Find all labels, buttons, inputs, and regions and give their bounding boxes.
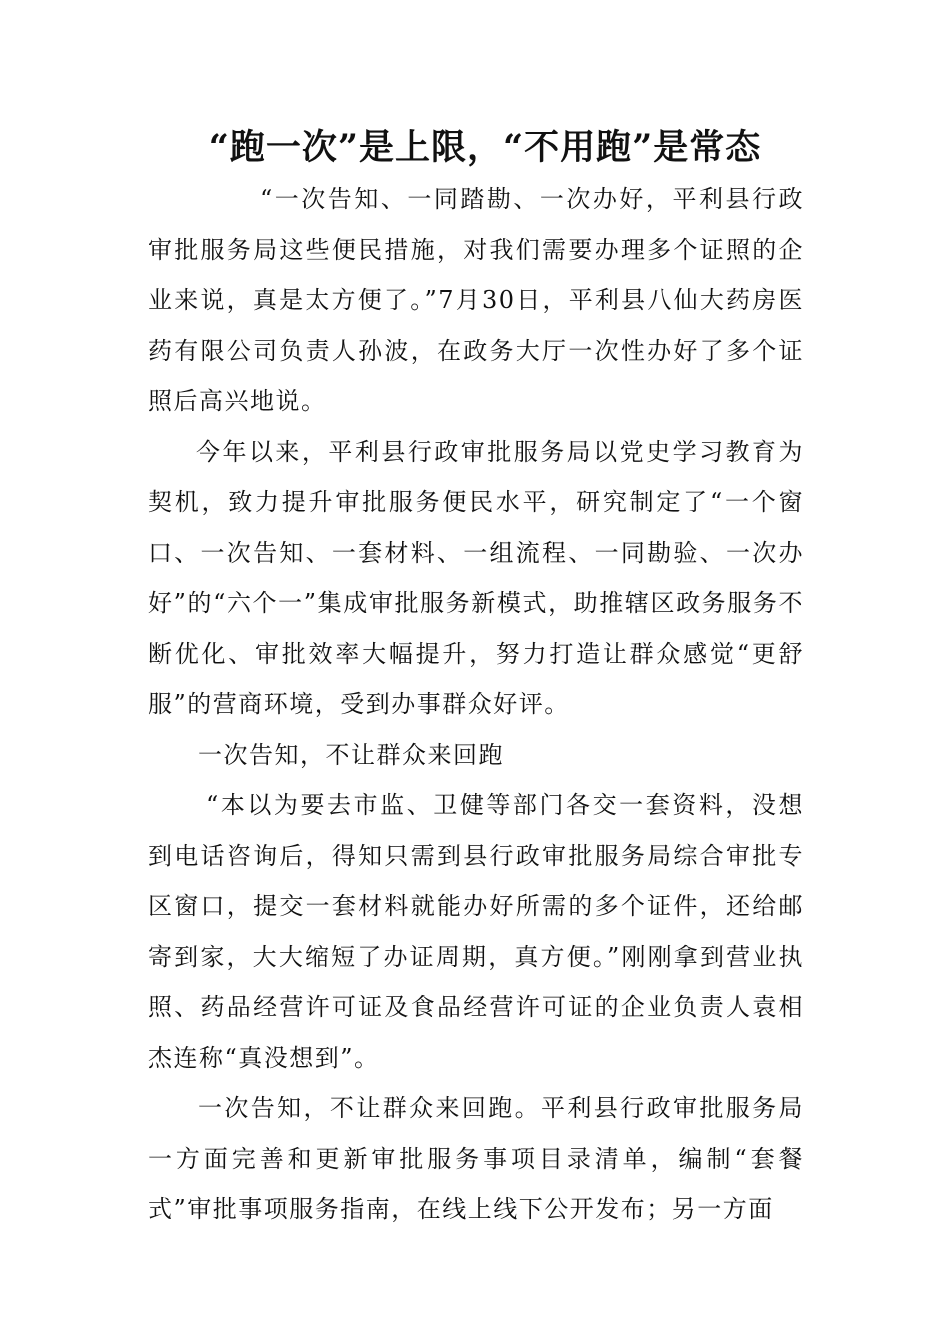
paragraph-testimonial: “本以为要去市监、卫健等部门各交一套资料，没想到电话咨询后，得知只需到县行政审批服务局综合审批专区窗口，提交一套材料就能办好所需的多个证件，还给邮寄到家，大大缩短了办证周期，真方便。”刚刚拿到营业执照、药品经营许可证及食品经营许可证的企业负责人袁相杰连称“真没想到”。 (148, 791, 804, 1072)
paragraph-intro-quote: “一次告知、一同踏勘、一次办好，平利县行政审批服务局这些便民措施，对我们需要办理多个证照的企业来说，真是太方便了。”7月30日，平利县八仙大药房医药有限公司负责人孙波，在政务大厅一次性办好了多个证照后高兴地说。 (148, 185, 804, 415)
document-body (148, 174, 804, 1235)
document-title: “跑一次”是上限，“不用跑”是常态 (208, 127, 762, 168)
paragraph-measures: 一次告知，不让群众来回跑。平利县行政审批服务局一方面完善和更新审批服务事项目录清单，编制“套餐式”审批事项服务指南，在线上线下公开发布；另一方面 (148, 1094, 804, 1223)
section-subheading: 一次告知，不让群众来回跑 (198, 740, 504, 769)
paragraph-overview: 今年以来，平利县行政审批服务局以党史学习教育为契机，致力提升审批服务便民水平，研究制定了“一个窗口、一次告知、一套材料、一组流程、一同勘验、一次办好”的“六个一”集成审批服务新模式，助推辖区政务服务不断优化、审批效率大幅提升，努力打造让群众感觉“更舒服”的营商环境，受到办事群众好评。 (148, 437, 804, 718)
